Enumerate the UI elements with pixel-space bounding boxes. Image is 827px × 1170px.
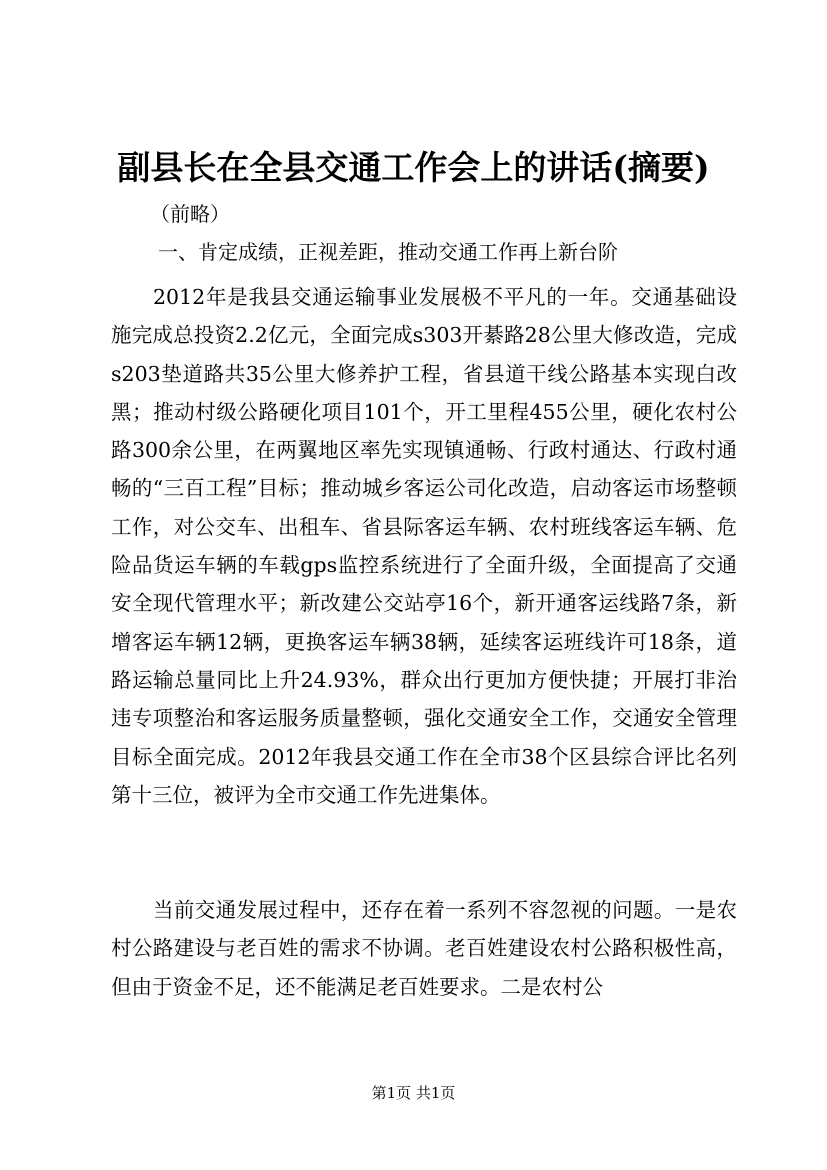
document-title: 副县长在全县交通工作会上的讲话(摘要) — [117, 148, 710, 187]
section-heading: 一、肯定成绩，正视差距，推动交通工作再上新台阶 — [158, 240, 618, 264]
body-paragraph: 当前交通发展过程中，还存在着一系列不容忽视的问题。一是农村公路建设与老百姓的需求不协调。老百姓建设农村公路积极性高，但由于资金不足，还不能满足老百姓要求。二是农村公 — [111, 898, 737, 999]
body-paragraph: 2012年是我县交通运输事业发展极不平凡的一年。交通基础设施完成总投资2.2亿元，全面完成s303开綦路28公里大修改造，完成s203垫道路共35公里大修养护工程，省县道干线公路基本实现白改黑；推动村级公路硬化项目101个，开工里程455公里，硬化农村公路300余公里，在两翼地区率先实现镇通畅、行政村通达、行政村通畅的“三百工程”目标；推动城乡客运公司化改造，启动客运市场整顿工作，对公交车、出租车、省县际客运车辆、农村班线客运车辆、危险品货运车辆的车载gps监控系统进行了全面升级，全面提高了交通安全现代管理水平；新改建公交站亭16个，新开通客运线路7条，新增客运车辆12辆，更换客运车辆38辆，延续客运班线许可18条，道路运输总量同比上升24.93%，群众出行更加方便快捷；开展打非治违专项整治和客运服务质量整顿，强化交通安全工作，交通安全管理目标全面完成。2012年我县交通工作在全市38个区县综合评比名列第十三位，被评为全市交通工作先进集体。 — [111, 285, 737, 807]
preface-note: （前略） — [150, 202, 230, 226]
page-footer: 第1页 共1页 — [371, 1084, 456, 1102]
